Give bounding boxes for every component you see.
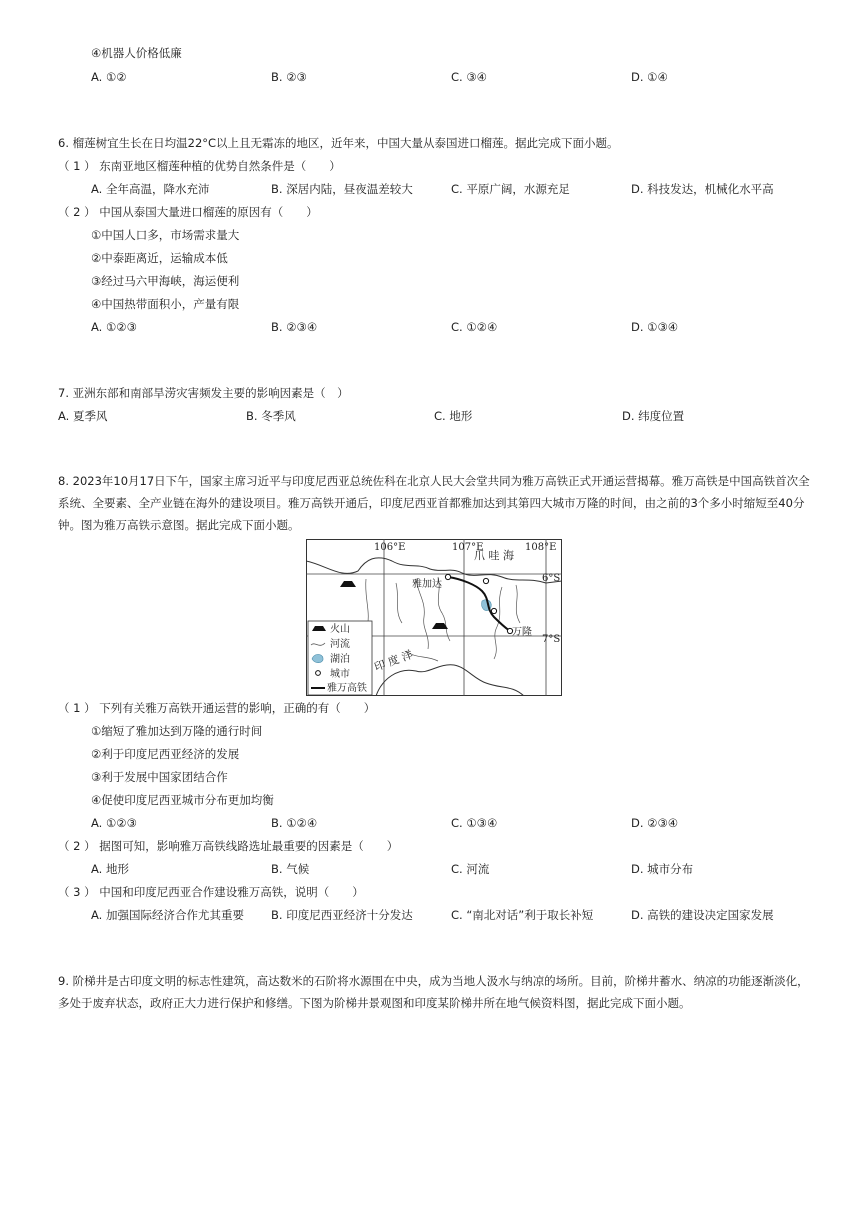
legend-railway-label: 雅万高铁: [327, 683, 367, 694]
q6-sub2-item-2: ②中泰距离近，运输成本低: [91, 251, 228, 265]
city-jakarta-marker: [445, 574, 450, 579]
q7-option-a: A. 夏季风: [58, 409, 108, 423]
q6-sub1-stem: （ 1 ） 东南亚地区榴莲种植的优势自然条件是（ ）: [58, 159, 341, 173]
q7-option-d: D. 纬度位置: [622, 409, 685, 423]
city-marker: [491, 608, 496, 613]
legend-lake-label: 湖泊: [330, 654, 350, 665]
q8-sub1-item-4: ④促使印度尼西亚城市分布更加均衡: [91, 793, 274, 807]
q7-stem: 7. 亚洲东部和南部旱涝灾害频发主要的影响因素是（ ）: [58, 386, 349, 400]
q8-sub3-stem: （ 3 ） 中国和印度尼西亚合作建设雅万高铁，说明（ ）: [58, 885, 364, 899]
city-marker: [483, 578, 488, 583]
q6-sub2-item-1: ①中国人口多，市场需求量大: [91, 228, 240, 242]
q7-option-c: C. 地形: [434, 409, 473, 423]
q6-sub2-option-b: B. ②③④: [271, 320, 318, 334]
q6-sub2-option-d: D. ①③④: [631, 320, 679, 334]
q8-sub1-option-a: A. ①②③: [91, 816, 137, 830]
q6-sub1-option-a: A. 全年高温，降水充沛: [91, 182, 210, 196]
legend-river-label: 河流: [330, 639, 350, 650]
q8-sub3-option-a: A. 加强国际经济合作尤其重要: [91, 908, 244, 922]
q5-option-a: A. ①②: [91, 70, 127, 84]
lon-label-106: 106°E: [374, 542, 406, 553]
q8-sub1-item-1: ①缩短了雅加达到万隆的通行时间: [91, 724, 263, 738]
q7-option-b: B. 冬季风: [246, 409, 296, 423]
q5-option-d: D. ①④: [631, 70, 668, 84]
q6-sub1-option-c: C. 平原广阔，水源充足: [451, 182, 570, 196]
q8-sub1-item-3: ③利于发展中国家团结合作: [91, 770, 228, 784]
q8-sub1-option-d: D. ②③④: [631, 816, 679, 830]
yawan-railway-map: [306, 539, 562, 696]
q8-sub1-stem: （ 1 ） 下列有关雅万高铁开通运营的影响，正确的有（ ）: [58, 701, 376, 715]
lat-label-7s: 7°S: [542, 634, 561, 645]
lon-label-108: 108°E: [525, 542, 557, 553]
jakarta-label: 雅加达: [412, 579, 442, 590]
map-legend: [308, 621, 372, 695]
q8-sub3-option-c: C. “南北对话”利于取长补短: [451, 908, 594, 922]
q5-option-c: C. ③④: [451, 70, 487, 84]
q8-sub3-option-b: B. 印度尼西亚经济十分发达: [271, 908, 413, 922]
q6-sub2-option-c: C. ①②④: [451, 320, 498, 334]
bandung-label: 万隆: [512, 627, 532, 638]
lon-label-107: 107°E: [452, 542, 484, 553]
lat-label-6s: 6°S: [542, 573, 561, 584]
legend-city-icon: [316, 671, 321, 676]
q8-sub3-option-d: D. 高铁的建设决定国家发展: [631, 908, 774, 922]
indian-ocean-label: 印 度 洋: [372, 647, 415, 674]
q6-sub1-option-b: B. 深居内陆，昼夜温差较大: [271, 182, 413, 196]
q5-option-b: B. ②③: [271, 70, 307, 84]
q8-sub2-stem: （ 2 ） 据图可知，影响雅万高铁线路选址最重要的因素是（ ）: [58, 839, 399, 853]
q6-sub1-option-d: D. 科技发达，机械化水平高: [631, 182, 774, 196]
q6-sub2-item-4: ④中国热带面积小，产量有限: [91, 297, 240, 311]
legend-volcano-label: 火山: [330, 624, 350, 635]
q8-sub2-option-d: D. 城市分布: [631, 862, 694, 876]
q5-item-4: ④机器人价格低廉: [91, 46, 182, 60]
q8-sub2-option-c: C. 河流: [451, 862, 490, 876]
q6-sub2-option-a: A. ①②③: [91, 320, 137, 334]
q8-stem: 8. 2023年10月17日下午，国家主席习近平与印度尼西亚总统佐科在北京人民大会堂共同为雅万高铁正式开通运营揭幕。雅万高铁是中国高铁首次全系统、全要素、全产业链在海外的建设项目。雅万高铁开通后，印度尼西亚首都雅加达到其第四大城市万隆的时间，由之前的3个多小时缩短至40分钟。图为雅万高铁示意图。据此完成下面小题。: [58, 474, 810, 532]
legend-city-label: 城市: [330, 669, 350, 680]
q6-sub2-item-3: ③经过马六甲海峡，海运便利: [91, 274, 240, 288]
q8-sub1-option-b: B. ①②④: [271, 816, 318, 830]
q6-sub2-stem: （ 2 ） 中国从泰国大量进口榴莲的原因有（ ）: [58, 205, 318, 219]
q8-sub2-option-a: A. 地形: [91, 862, 129, 876]
q9-stem: 9. 阶梯井是古印度文明的标志性建筑，高达数米的石阶将水源围在中央，成为当地人汲水与纳凉的场所。目前，阶梯井蓄水、纳凉的功能逐渐淡化，多处于废弃状态，政府正大力进行保护和修缮。下图为阶梯井景观图和印度某阶梯井所在地气候资料图，据此完成下面小题。: [58, 974, 809, 1010]
q8-sub1-item-2: ②利于印度尼西亚经济的发展: [91, 747, 240, 761]
q8-sub2-option-b: B. 气候: [271, 862, 310, 876]
q8-sub1-option-c: C. ①③④: [451, 816, 498, 830]
q6-stem: 6. 榴莲树宜生长在日均温22°C以上且无霜冻的地区，近年来，中国大量从泰国进口榴莲。据此完成下面小题。: [58, 136, 619, 150]
java-sea-label: 爪 哇 海: [474, 549, 514, 562]
